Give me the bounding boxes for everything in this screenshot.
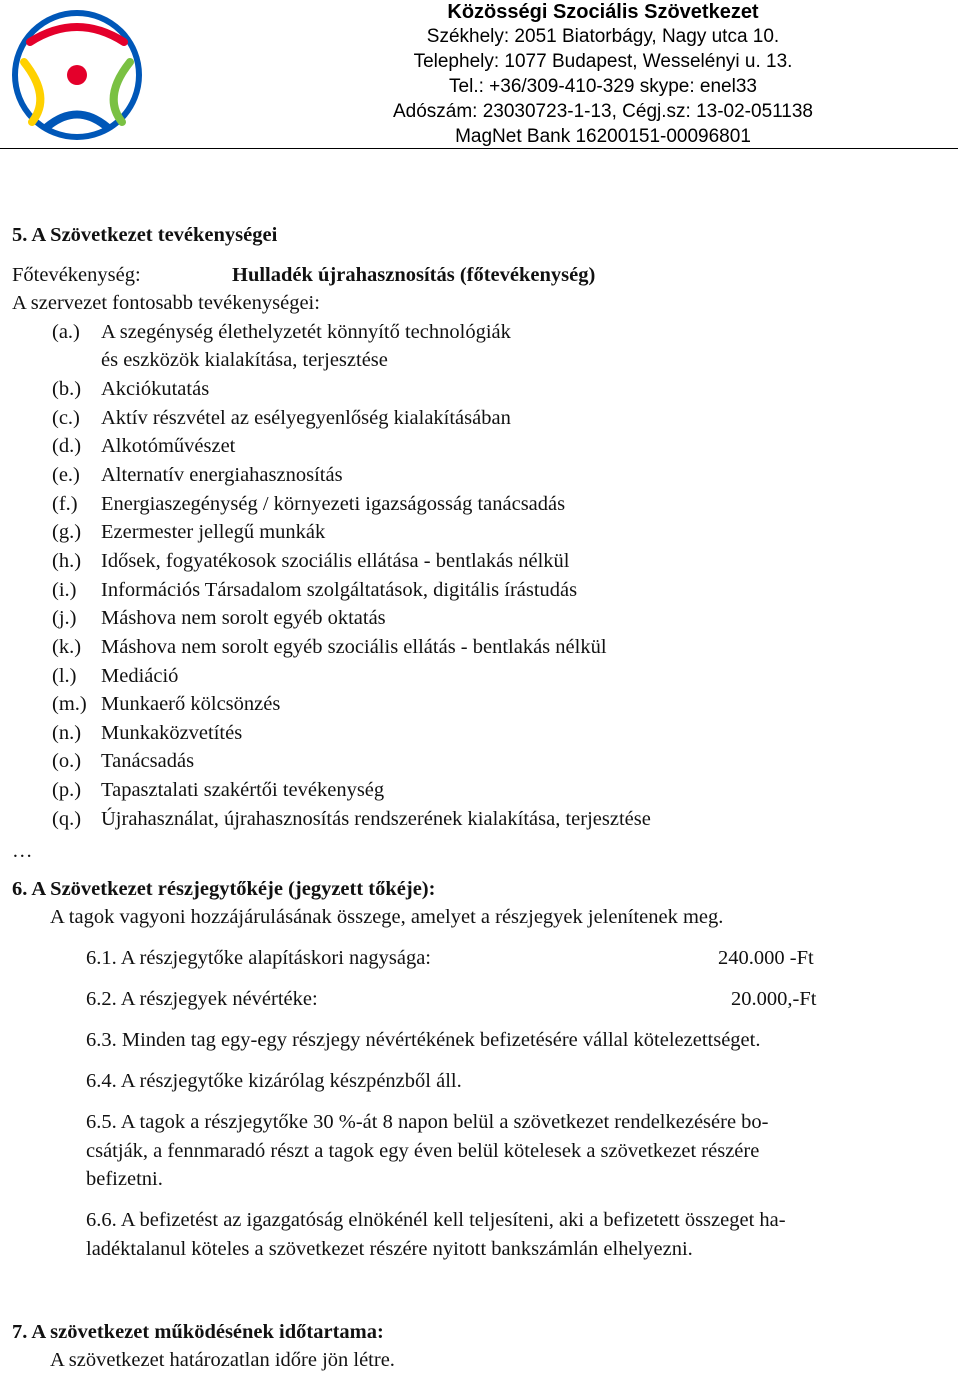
item-6-3: 6.3. Minden tag egy-egy részjegy névértékének befizetésére vállal kötelezettséget. (86, 1029, 761, 1051)
ellipsis: … (12, 840, 33, 862)
item-6-5-line-3: befizetni. (86, 1168, 163, 1190)
item-6-6-line-1: 6.6. A befizetést az igazgatóság elnökénél kell teljesíteni, aki a befizetett összeget ha- (86, 1209, 786, 1231)
list-item: (a.) A szegénység élethelyzetét könnyítő technológiák (52, 321, 511, 343)
org-site: Telephely: 1077 Budapest, Wesselényi u. 13. (413, 51, 793, 72)
item-6-2-label: 6.2. A részjegyek névértéke: (86, 988, 318, 1010)
list-item: (i.) Információs Társadalom szolgáltatások, digitális írástudás (52, 579, 578, 601)
section-5-heading: 5. A Szövetkezet tevékenységei (12, 224, 278, 246)
list-item: (j.) Máshova nem sorolt egyéb oktatás (52, 607, 386, 629)
list-item: és eszközök kialakítása, terjesztése (101, 349, 388, 371)
item-6-4: 6.4. A részjegytőke kizárólag készpénzből áll. (86, 1070, 462, 1092)
org-seat: Székhely: 2051 Biatorbágy, Nagy utca 10. (426, 26, 780, 47)
list-item: (m.) Munkaerő kölcsönzés (52, 693, 281, 715)
list-item: (k.) Máshova nem sorolt egyéb szociális ellátás - bentlakás nélkül (52, 636, 607, 658)
org-name: Közösségi Szociális Szövetkezet (447, 1, 759, 23)
list-item: (f.) Energiaszegénység / környezeti igazságosság tanácsadás (52, 493, 566, 515)
list-item: (d.) Alkotóművészet (52, 435, 236, 457)
item-6-5-line-2: csátják, a fennmaradó részt a tagok egy éven belül kötelesek a szövetkezet részére (86, 1140, 760, 1162)
org-tax: Adószám: 23030723-1-13, Cégj.sz: 13-02-051138 (392, 101, 814, 122)
list-item: (q.) Újrahasználat, újrahasznosítás rendszerének kialakítása, terjesztése (52, 808, 651, 830)
main-activity-label: Főtevékenység: (12, 264, 141, 286)
list-item: (o.) Tanácsadás (52, 750, 195, 772)
logo-blue-arc (47, 115, 107, 128)
list-item: (n.) Munkaközvetítés (52, 722, 243, 744)
section-7-heading: 7. A szövetkezet működésének időtartama: (12, 1321, 384, 1343)
list-item: (b.) Akciókutatás (52, 378, 210, 400)
section-6-heading: 6. A Szövetkezet részjegytőkéje (jegyzett tőkéje): (12, 878, 436, 900)
org-bank: MagNet Bank 16200151-00096801 (455, 126, 751, 147)
list-item: (c.) Aktív részvétel az esélyegyenlőség kialakításában (52, 407, 511, 429)
item-6-1-value: 240.000 -Ft (718, 947, 814, 969)
section-6-intro: A tagok vagyoni hozzájárulásának összege, amelyet a részjegyek jelenítenek meg. (50, 906, 724, 928)
list-item: (l.) Mediáció (52, 665, 179, 687)
item-6-1-label: 6.1. A részjegytőke alapításkori nagysága: (86, 947, 431, 969)
other-activities-label: A szervezet fontosabb tevékenységei: (12, 292, 320, 314)
list-item: (h.) Idősek, fogyatékosok szociális ellátása - bentlakás nélkül (52, 550, 570, 572)
header-divider (0, 148, 958, 149)
list-item: (p.) Tapasztalati szakértői tevékenység (52, 779, 385, 801)
org-contact: Tel.: +36/309-410-329 skype: enel33 (449, 76, 757, 97)
letterhead (0, 0, 960, 150)
logo-red-arc (30, 27, 124, 42)
item-6-6-line-2: ladéktalanul köteles a szövetkezet részére nyitott bankszámlán elhelyezni. (86, 1238, 693, 1260)
section-7-text: A szövetkezet határozatlan időre jön létre. (50, 1349, 395, 1371)
logo-center-dot (67, 65, 87, 85)
item-6-2-value: 20.000,-Ft (731, 988, 817, 1010)
main-activity-value: Hulladék újrahasznosítás (főtevékenység) (232, 264, 596, 286)
item-6-5-line-1: 6.5. A tagok a részjegytőke 30 %-át 8 napon belül a szövetkezet rendelkezésére bo- (86, 1111, 769, 1133)
list-item: (e.) Alternatív energiahasznosítás (52, 464, 343, 486)
list-item: (g.) Ezermester jellegű munkák (52, 521, 326, 543)
cooperative-logo (2, 2, 152, 148)
